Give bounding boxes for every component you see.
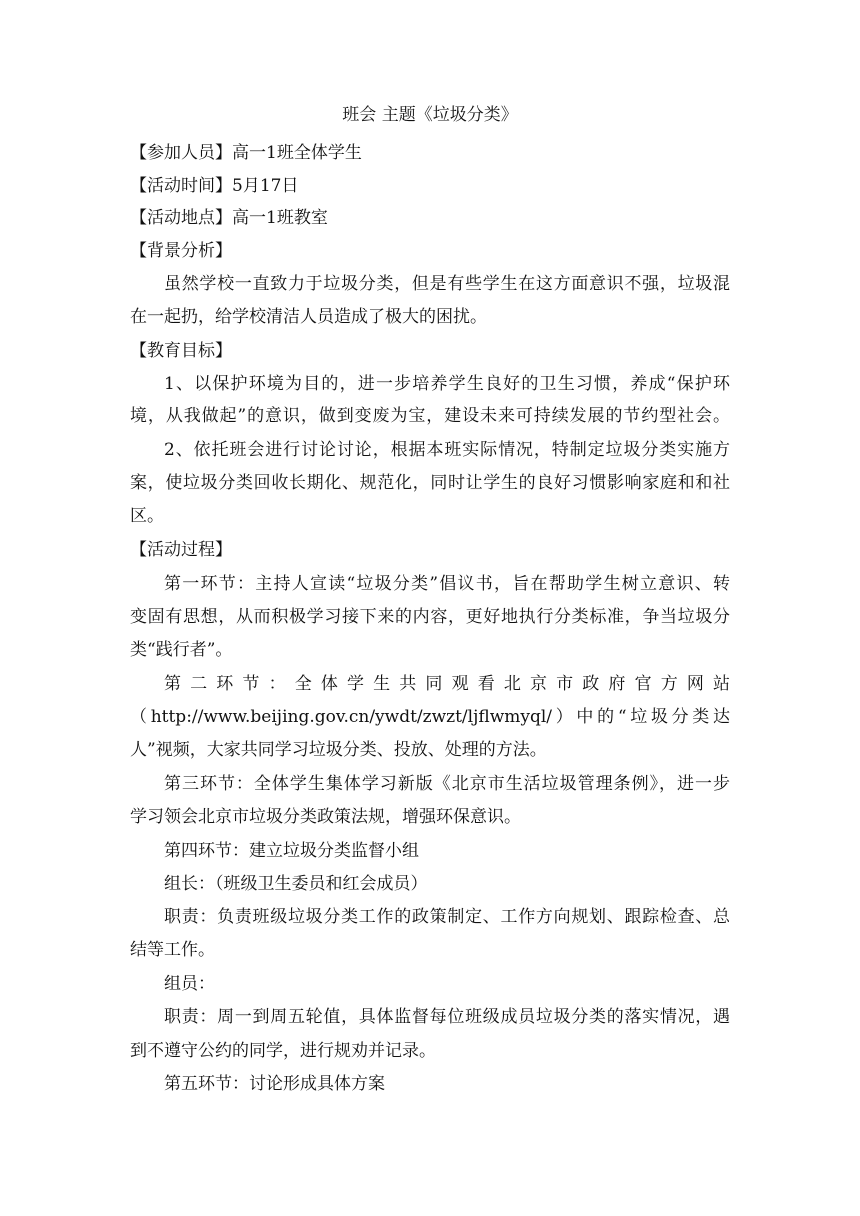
goals-paragraph-line: 境，从我做起”的意识，做到变废为宝，建设未来可持续发展的节约型社会。 [130, 406, 730, 426]
process-paragraph-line: 第五环节：讨论形成具体方案 [164, 1074, 385, 1094]
process-paragraph-line: 类“践行者”。 [130, 640, 233, 660]
process-paragraph-line: 组长：（班级卫生委员和红会成员） [164, 874, 428, 894]
process-paragraph-line: 职责：周一到周五轮值，具体监督每位班级成员垃圾分类的落实情况，遇 [164, 1007, 730, 1027]
goals-paragraph-line: 2、依托班会进行讨论讨论，根据本班实际情况，特制定垃圾分类实施方 [164, 440, 730, 460]
process-paragraph-line: 第四环节：建立垃圾分类监督小组 [164, 841, 419, 861]
goals-paragraph-line: 区。 [130, 506, 164, 526]
process-paragraph-line: 职责：负责班级垃圾分类工作的政策制定、工作方向规划、跟踪检查、总 [164, 907, 730, 927]
goals-heading: 【教育目标】 [130, 341, 232, 361]
process-paragraph-line: 结等工作。 [130, 940, 215, 960]
process-paragraph-line: 第二环节：全体学生共同观看北京市政府官方网站 [164, 674, 730, 694]
process-paragraph-line: 第三环节：全体学生集体学习新版《北京市生活垃圾管理条例》，进一步 [164, 774, 730, 794]
process-paragraph-line: 第一环节：主持人宣读“垃圾分类”倡议书，旨在帮助学生树立意识、转 [164, 574, 730, 594]
process-paragraph-line: 变固有思想，从而积极学习接下来的内容，更好地执行分类标准，争当垃圾分 [130, 607, 730, 627]
participants-line: 【参加人员】高一1班全体学生 [130, 143, 362, 163]
process-paragraph-line: （http://www.beijing.gov.cn/ywdt/zwzt/ljflwmyql/）中的“垃圾分类达 [130, 707, 730, 727]
background-heading: 【背景分析】 [130, 241, 232, 261]
process-paragraph-line: 学习领会北京市垃圾分类政策法规，增强环保意识。 [130, 807, 521, 827]
process-paragraph-line: 到不遵守公约的同学，进行规劝并记录。 [130, 1041, 436, 1061]
background-paragraph-line: 在一起扔，给学校清洁人员造成了极大的困扰。 [130, 307, 487, 327]
document-title: 班会 主题《垃圾分类》 [342, 105, 518, 125]
process-heading: 【活动过程】 [130, 540, 232, 560]
process-paragraph-line: 组员： [164, 974, 215, 994]
goals-paragraph-line: 案，使垃圾分类回收长期化、规范化，同时让学生的良好习惯影响家庭和和社 [130, 473, 730, 493]
background-paragraph-line: 虽然学校一直致力于垃圾分类，但是有些学生在这方面意识不强，垃圾混 [164, 274, 730, 294]
place-line: 【活动地点】高一1班教室 [130, 208, 328, 228]
goals-paragraph-line: 1、以保护环境为目的，进一步培养学生良好的卫生习惯，养成“保护环 [164, 374, 730, 394]
time-line: 【活动时间】5月17日 [130, 176, 299, 196]
process-paragraph-line: 人”视频，大家共同学习垃圾分类、投放、处理的方法。 [130, 740, 547, 760]
